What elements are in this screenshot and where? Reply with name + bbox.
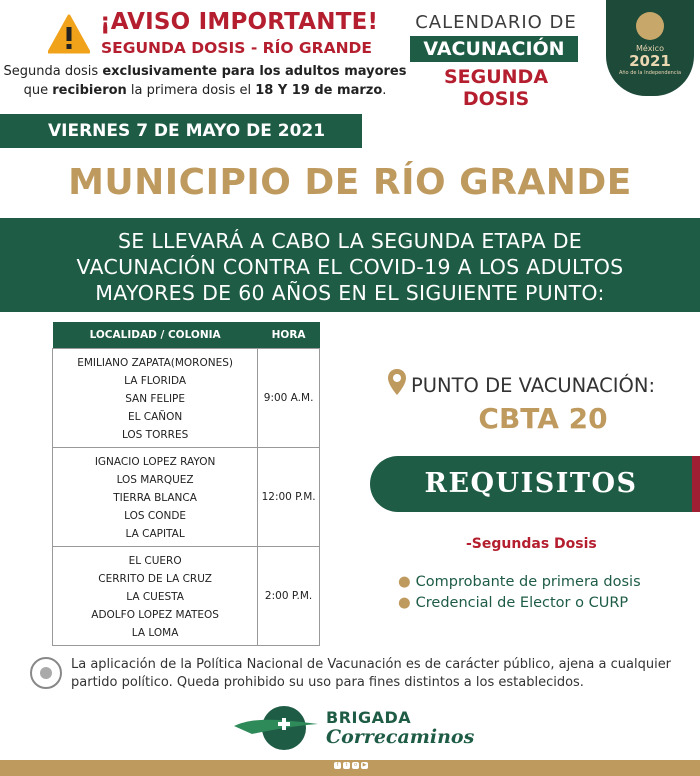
table-row bbox=[53, 546, 320, 645]
requisitos-subtitle: -Segundas Dosis bbox=[466, 536, 597, 552]
brigada-title: BRIGADA bbox=[326, 708, 412, 727]
announcement-line-1: SE LLEVARÁ A CABO LA SEGUNDA ETAPA DE bbox=[117, 229, 583, 253]
correcaminos-title: Correcaminos bbox=[326, 726, 475, 748]
calendar-vacunacion: VACUNACIÓN bbox=[410, 36, 578, 62]
requisito-item: ● Comprobante de primera dosis bbox=[398, 574, 641, 590]
eagle-emblem-icon bbox=[636, 12, 664, 40]
date-band: VIERNES 7 DE MAYO DE 2021 bbox=[0, 114, 362, 148]
hora-cell: 2:00 P.M. bbox=[258, 546, 320, 645]
announcement-band bbox=[0, 218, 700, 312]
aviso-line-1: Segunda dosis exclusivamente para los adultos mayores bbox=[3, 64, 407, 79]
announcement-line-3: MAYORES DE 60 AÑOS EN EL SIGUIENTE PUNTO: bbox=[95, 281, 605, 305]
localidades-cell: EMILIANO ZAPATA(MORONES) LA FLORIDA SAN FELIPE EL CAÑON LOS TORRES bbox=[53, 348, 258, 447]
requisitos-banner bbox=[370, 456, 700, 512]
table-row bbox=[53, 447, 320, 546]
aviso-subtitle: SEGUNDA DOSIS - RÍO GRANDE bbox=[101, 39, 373, 57]
instagram-icon[interactable]: o bbox=[353, 762, 358, 768]
requisitos-title: REQUISITOS bbox=[424, 468, 638, 499]
location-pin-icon bbox=[387, 368, 407, 396]
calendar-title: CALENDARIO DE bbox=[415, 12, 577, 33]
bullet-icon: ● bbox=[398, 574, 411, 590]
hora-cell: 9:00 A.M. bbox=[258, 348, 320, 447]
column-header-localidad: LOCALIDAD / COLONIA bbox=[53, 322, 258, 348]
youtube-icon[interactable]: ▶ bbox=[362, 762, 367, 768]
localidades-cell: EL CUERO CERRITO DE LA CRUZ LA CUESTA ADOLFO LOPEZ MATEOS LA LOMA bbox=[53, 546, 258, 645]
warning-icon bbox=[48, 14, 90, 54]
aviso-line-2: que recibieron la primera dosis el 18 Y 19 de marzo. bbox=[23, 83, 387, 98]
twitter-icon[interactable]: t bbox=[343, 762, 350, 769]
disclaimer-text: La aplicación de la Política Nacional de Vacunación es de carácter público, ajena a cualquier partido político. Queda prohibido su uso para fines distintos a los establecidos. bbox=[71, 657, 672, 690]
brigada-correcaminos-logo-icon bbox=[232, 704, 320, 752]
announcement-line-2: VACUNACIÓN CONTRA EL COVID-19 A LOS ADULTOS bbox=[76, 255, 624, 279]
bullet-icon: ● bbox=[398, 595, 411, 611]
requisito-item: ● Credencial de Elector o CURP bbox=[398, 595, 629, 611]
hora-cell: 12:00 P.M. bbox=[258, 447, 320, 546]
aviso-title: ¡AVISO IMPORTANTE! bbox=[100, 9, 379, 35]
calendar-segunda-dosis: SEGUNDA DOSIS bbox=[443, 66, 549, 110]
localidades-cell: IGNACIO LOPEZ RAYON LOS MARQUEZ TIERRA BLANCA LOS CONDE LA CAPITAL bbox=[53, 447, 258, 546]
schedule-table bbox=[52, 322, 320, 646]
social-icons bbox=[334, 762, 368, 769]
national-seal-icon bbox=[30, 657, 62, 689]
mexico-2021-logo: México 2021 Año de la Independencia bbox=[606, 0, 694, 96]
punto-label: PUNTO DE VACUNACIÓN: bbox=[411, 374, 656, 397]
header bbox=[0, 0, 700, 112]
municipio-title: MUNICIPIO DE RÍO GRANDE bbox=[68, 162, 632, 203]
punto-name: CBTA 20 bbox=[478, 402, 608, 435]
column-header-hora: HORA bbox=[258, 322, 320, 348]
table-row bbox=[53, 348, 320, 447]
facebook-icon[interactable]: f bbox=[334, 762, 341, 769]
